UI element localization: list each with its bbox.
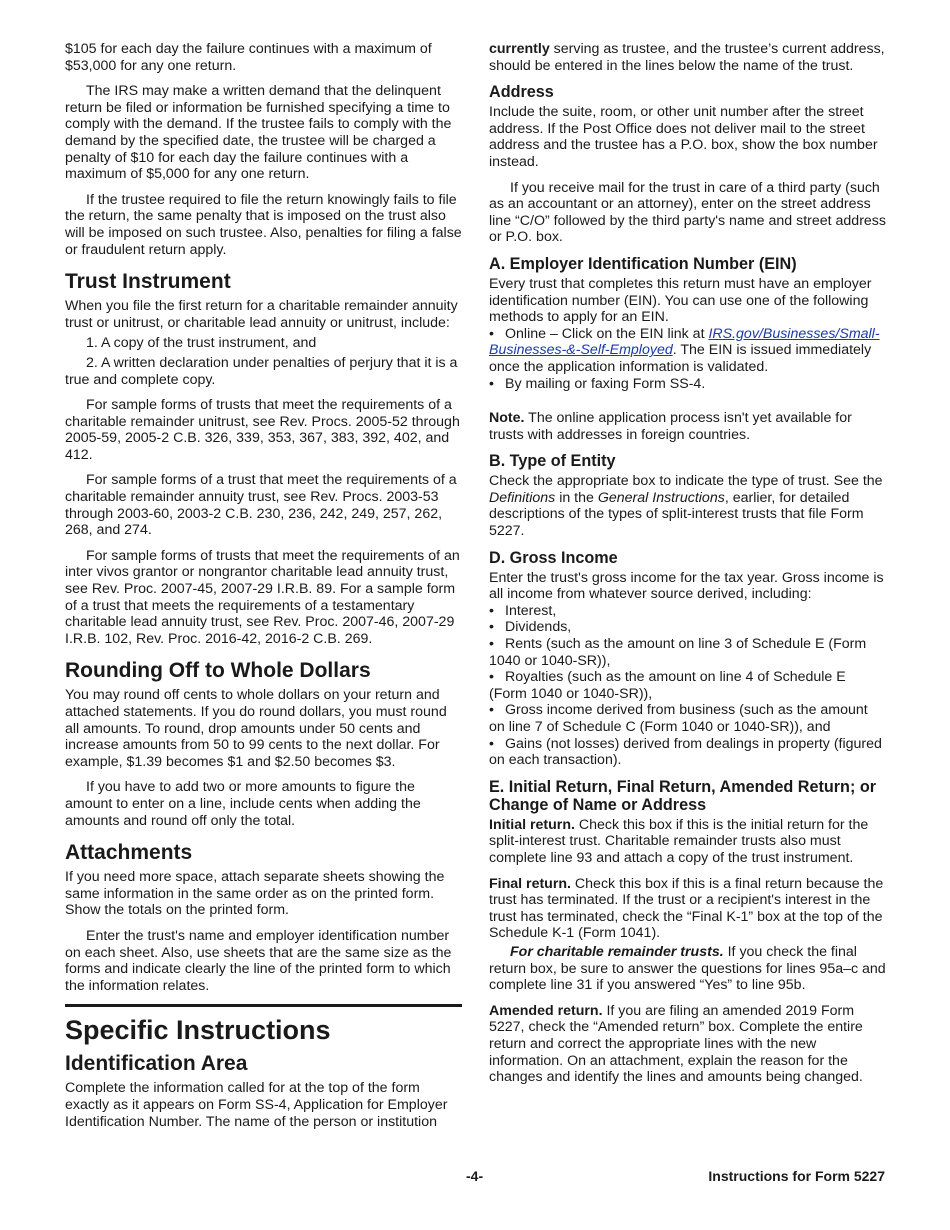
gross-income-intro: Enter the trust's gross income for the tax year. Gross income is all income from whatever source derived, including: — [489, 569, 884, 603]
amended-return-paragraph: Amended return. If you are filing an amended 2019 Form 5227, check the “Amended return” box. Complete the entire return and correct the appropriate lines with the new information. On an attachment, explain the reason for the changes and identify the lines and amounts being changed. — [489, 1002, 863, 1086]
ein-paragraph: Every trust that completes this return must have an employer identification number (EIN). You can use one of the following methods to apply for an EIN. — [489, 275, 872, 326]
ein-heading: A. Employer Identification Number (EIN) — [489, 254, 797, 273]
rounding-heading: Rounding Off to Whole Dollars — [65, 659, 371, 683]
final-return-paragraph: Final return. Check this box if this is a final return because the trust has terminated. If the trust or a recipient's interest in the trust has terminated, check the “Final K-1” box at the top of the Schedule K-1 (Form 1041). — [489, 875, 884, 942]
trustee-continuation: currently serving as trustee, and the trustee’s current address, should be entered in the lines below the name of the trust. — [489, 41, 885, 74]
section-divider — [65, 1004, 462, 1130]
list-item: • Dividends, — [489, 619, 572, 636]
lead-annuity-samples-paragraph: For sample forms of trusts that meet the requirements of an inter vivos grantor or nongrantor charitable lead annuity trust, see Rev. Proc. 2007-45, 2007-29 I.R.B. 89. For a sample form of a trust that meets the requirements of a testamentary charitable lead annuity trust, see Rev. Proc. 2007-46, 2007-29 I.R.B. 102, Rev. Proc. 2016-42, 2016-2 C.B. 269. — [65, 547, 460, 647]
form-title-footer: Instructions for Form 5227 — [708, 1168, 885, 1184]
list-item: • Gross income derived from business (such as the amount on line 7 of Schedule C (Form 1040 or 1040-SR)), and — [489, 702, 868, 735]
identification-area-paragraph: Complete the information called for at the top of the form exactly as it appears on Form SS-4, Application for Employer Identification Number. The name of the person or institution — [65, 1080, 448, 1130]
trustee-penalty-paragraph: If the trustee required to file the return knowingly fails to file the return, the same penalty that is imposed on the trust also will be imposed on such trustee. Also, penalties for filing a false or fraudulent return apply. — [65, 191, 462, 258]
rounding-paragraph: You may round off cents to whole dollars on your return and attached statements. If you do round dollars, you must round all amounts. To round, drop amounts under 50 cents and increase amounts from 50 to 99 cents to the next dollar. For example, $1.39 becomes $1 and $2.50 becomes $3. — [65, 687, 447, 770]
list-item: • Online – Click on the EIN link at IRS.gov/Businesses/Small-Businesses-&-Self-Employed. The EIN is issued immediately once the application information is validated. — [489, 325, 880, 375]
list-item: 2. A written declaration under penalties of perjury that it is a true and complete copy. — [65, 354, 458, 388]
list-item: • Royalties (such as the amount on line 4 of Schedule E (Form 1040 or 1040-SR)), — [489, 669, 846, 702]
trust-instrument-heading: Trust Instrument — [65, 270, 231, 294]
address-heading: Address — [489, 83, 554, 102]
page-number: -4- — [466, 1168, 484, 1184]
attachments-heading: Attachments — [65, 841, 193, 865]
gross-income-heading: D. Gross Income — [489, 548, 618, 567]
type-of-entity-heading: B. Type of Entity — [489, 452, 616, 471]
care-of-paragraph: If you receive mail for the trust in care of a third party (such as an accountant or an attorney), enter on the street address line “C/O” followed by the third party's name and street address or P.O. box. — [489, 179, 886, 246]
specific-instructions-heading: Specific Instructions — [65, 1015, 331, 1046]
list-item: • Interest, — [489, 602, 557, 619]
list-item: 1. A copy of the trust instrument, and — [86, 335, 317, 352]
right-column — [489, 41, 886, 1095]
identification-area-heading: Identification Area — [65, 1052, 248, 1076]
initial-return-paragraph: Initial return. Check this box if this is the initial return for the split-interest trust. Charitable remainder trusts also must complete line 93 and attach a copy of the trust instrument. — [489, 816, 869, 866]
address-paragraph: Include the suite, room, or other unit number after the street address. If the Post Office does not deliver mail to the street address and the trustee has a P.O. box, show the box number instead. — [489, 104, 878, 170]
list-item: • Gains (not losses) derived from dealings in property (figured on each transaction). — [489, 735, 882, 769]
rounding-total-paragraph: If you have to add two or more amounts to figure the amount to enter on a line, include cents when adding the amounts and round off only the total. — [65, 779, 421, 829]
attachments-paragraph: If you need more space, attach separate sheets showing the same information in the same order as on the printed form. Show the totals on the printed form. — [65, 869, 445, 919]
penalty-continuation: $105 for each day the failure continues with a maximum of $53,000 for any one return. — [65, 41, 432, 74]
list-item: • By mailing or faxing Form SS-4. — [489, 375, 706, 392]
ein-note: Note. The online application process isn't yet available for trusts with addresses in foreign countries. — [489, 410, 852, 443]
irs-ein-link[interactable]: IRS.gov/Businesses/Small-Businesses-&-Self-Employed — [489, 325, 880, 359]
charitable-remainder-paragraph: For charitable remainder trusts. If you check the final return box, be sure to answer the questions for lines 95a–c and complete line 31 if you answered “Yes” to line 95b. — [489, 943, 886, 994]
unitrust-samples-paragraph: For sample forms of trusts that meet the requirements of a charitable remainder unitrust, see Rev. Procs. 2005-52 through 2005-59, 2005-2 C.B. 326, 339, 353, 367, 383, 392, 402, and 412. — [65, 397, 460, 463]
written-demand-paragraph: The IRS may make a written demand that the delinquent return be filed or information be furnished specifying a time to comply with the demand. If the trustee fails to comply with the demand by the specified date, the trustee will be charged a penalty of $10 for each day the failure continues with a maximum of $5,000 for any one return. — [65, 83, 452, 183]
left-column — [65, 41, 462, 1139]
type-of-entity-paragraph: Check the appropriate box to indicate the type of trust. See the Definitions in the General Instructions, earlier, for detailed descriptions of the types of split-interest trusts that file Form 5227. — [489, 473, 883, 540]
list-item: • Rents (such as the amount on line 3 of Schedule E (Form 1040 or 1040-SR)), — [489, 636, 867, 669]
annuity-trust-samples-paragraph: For sample forms of a trust that meet the requirements of a charitable remainder annuity trust, see Rev. Procs. 2003-53 through 2003-60, 2003-2 C.B. 230, 236, 242, 249, 257, 262, 268, and 274. — [65, 472, 457, 539]
returns-heading: E. Initial Return, Final Return, Amended Return; or Change of Name or Address — [489, 777, 877, 814]
trust-instrument-intro: When you file the first return for a charitable remainder annuity trust or unitrust, or charitable lead annuity or unitrust, include: — [65, 298, 458, 331]
attachments-ein-paragraph: Enter the trust's name and employer identification number on each sheet. Also, use sheets that are the same size as the forms and indicate clearly the line of the printed form to which the information relates. — [65, 927, 452, 994]
